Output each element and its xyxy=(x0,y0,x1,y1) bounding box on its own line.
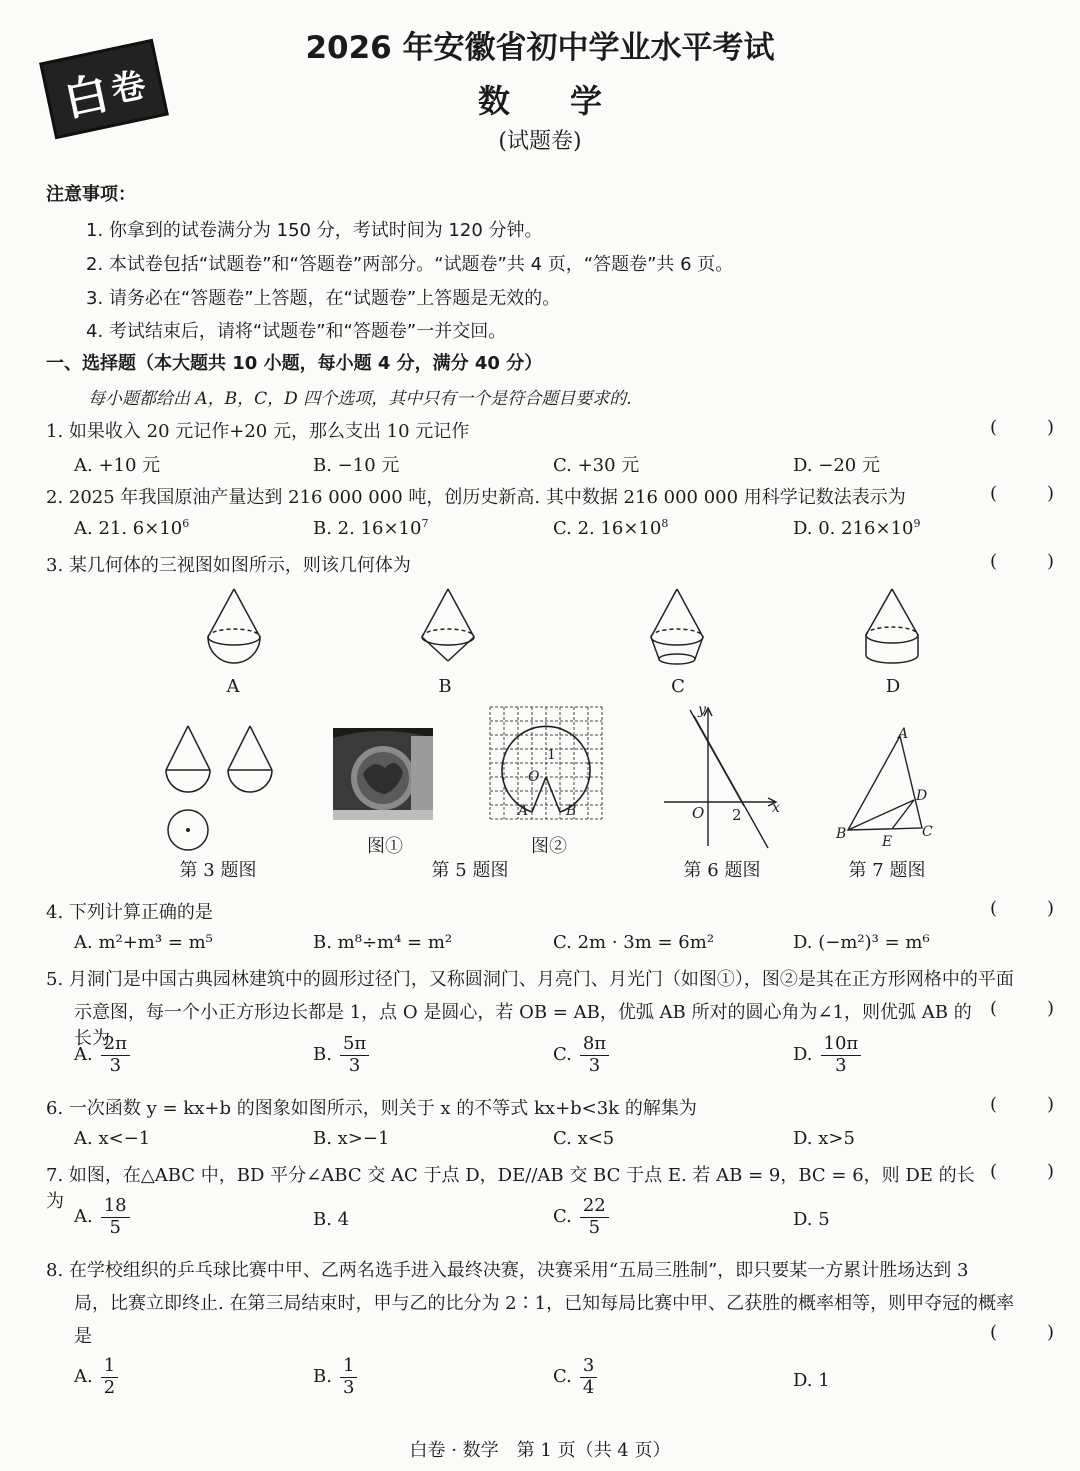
q7-option-a: A. $\frac{18}{5}$ xyxy=(74,1196,130,1238)
q6-option-b: B. x>−1 xyxy=(313,1128,390,1149)
svg-text:2: 2 xyxy=(732,806,742,824)
q3-solid-c xyxy=(643,585,713,675)
q3-figure-caption: 第 3 题图 xyxy=(179,860,257,881)
note-item: 2. 本试卷包括“试题卷”和“答题卷”两部分。“试题卷”共 4 页，“答题卷”共 6 页。 xyxy=(86,254,734,275)
q1-option-d: D. −20 元 xyxy=(793,455,880,476)
q8-stem-line2: 局，比赛立即终止. 在第三局结束时，甲与乙的比分为 2∶1，已知每局比赛中甲、乙获胜的概率相等，则甲夺冠的概率 xyxy=(74,1293,1015,1314)
page-footer: 白卷 · 数学 第 1 页（共 4 页） xyxy=(409,1440,671,1461)
q3-label-d: D xyxy=(885,676,901,697)
q5-stem-line1: 5. 月洞门是中国古典园林建筑中的圆形过径门，又称圆洞门、月亮门、月光门（如图①），图②是其在正方形网格中的平面 xyxy=(46,969,1014,990)
q7-figure-caption: 第 7 题图 xyxy=(848,860,926,881)
q3-label-b: B xyxy=(438,676,452,697)
q6-figure-caption: 第 6 题图 xyxy=(683,860,761,881)
svg-text:x: x xyxy=(772,800,780,816)
notes-title: 注意事项： xyxy=(46,184,136,205)
q4-option-d: D. (−m²)³ = m⁶ xyxy=(793,932,930,953)
q5-option-c: C. $\frac{8\pi}{3}$ xyxy=(553,1034,609,1076)
q3-stem: 3. 某几何体的三视图如图所示，则该几何体为 xyxy=(46,555,411,576)
q2-option-d: D. 0. $216\times 10^9$ xyxy=(793,517,921,539)
moon-gate-photo xyxy=(333,728,433,820)
svg-text:C: C xyxy=(922,824,933,840)
q4-option-a: A. m²+m³ = m⁵ xyxy=(74,932,213,953)
q6-option-d: D. x>5 xyxy=(793,1128,855,1149)
svg-text:O: O xyxy=(692,804,705,822)
q4-option-c: C. 2m · 3m = 6m² xyxy=(553,932,715,953)
svg-text:A: A xyxy=(898,726,909,742)
q5-option-a: A. $\frac{2\pi}{3}$ xyxy=(74,1034,130,1076)
note-item: 1. 你拿到的试卷满分为 150 分，考试时间为 120 分钟。 xyxy=(86,220,543,241)
note-item: 4. 考试结束后，请将“试题卷”和“答题卷”一并交回。 xyxy=(86,321,507,342)
q3-solid-d xyxy=(858,585,928,675)
section-desc: 每小题都给出 A，B，C，D 四个选项，其中只有一个是符合题目要求的. xyxy=(88,389,632,409)
svg-text:B: B xyxy=(566,803,577,819)
q8-stem-line1: 8. 在学校组织的乒乓球比赛中甲、乙两名选手进入最终决赛，决赛采用“五局三胜制”，即只要某一方累计胜场达到 3 xyxy=(46,1260,969,1281)
q1-option-a: A. +10 元 xyxy=(74,455,161,476)
booklet-label: (试题卷) xyxy=(498,129,582,154)
q2-option-a: A. 21. $6\times 10^6$ xyxy=(74,517,190,539)
q7-stem: 7. 如图，在△ABC 中，BD 平分∠ABC 交 AC 于点 D，DE//AB 交 BC 于点 E. 若 AB = 9，BC = 6，则 DE 的长为 xyxy=(46,1165,975,1212)
q2-stem: 2. 2025 年我国原油产量达到 216 000 000 吨，创历史新高. 其中数据 216 000 000 用科学记数法表示为 xyxy=(46,487,906,508)
q6-option-a: A. x<−1 xyxy=(74,1128,151,1149)
q4-stem: 4. 下列计算正确的是 xyxy=(46,902,213,923)
answer-paren: ( ) xyxy=(990,483,1054,504)
q8-stem-line3: 是 xyxy=(74,1326,92,1347)
answer-paren: ( ) xyxy=(990,898,1054,919)
q2-option-b: B. 2. $16\times 10^7$ xyxy=(313,517,429,539)
section-title: 一、选择题（本大题共 10 小题，每小题 4 分，满分 40 分） xyxy=(46,353,543,374)
exam-title: 2026 年安徽省初中学业水平考试 xyxy=(305,30,775,66)
q8-option-d: D. 1 xyxy=(793,1370,830,1391)
answer-paren: ( ) xyxy=(990,998,1054,1019)
note-item: 3. 请务必在“答题卷”上答题，在“试题卷”上答题是无效的。 xyxy=(86,288,561,309)
moon-gate-grid-diagram xyxy=(488,705,606,823)
q5-option-b: B. $\frac{5\pi}{3}$ xyxy=(313,1034,369,1076)
badge-text-2: 卷 xyxy=(107,64,149,111)
q3-solid-b xyxy=(414,585,484,675)
q1-option-b: B. −10 元 xyxy=(313,455,400,476)
q6-linear-graph xyxy=(660,700,785,850)
q3-three-view-figure xyxy=(160,720,280,860)
answer-paren: ( ) xyxy=(990,1094,1054,1115)
badge-text-1: 白 xyxy=(59,67,114,127)
svg-text:B: B xyxy=(836,826,847,842)
q5-figure-caption: 第 5 题图 xyxy=(431,860,509,881)
q5-fig2-caption: 图② xyxy=(531,836,567,857)
svg-text:O: O xyxy=(528,769,540,785)
q7-option-c: C. $\frac{22}{5}$ xyxy=(553,1196,609,1238)
q8-option-b: B. $\frac{1}{3}$ xyxy=(313,1356,357,1398)
q8-option-c: C. $\frac{3}{4}$ xyxy=(553,1356,597,1398)
answer-paren: ( ) xyxy=(990,417,1054,438)
subject-title: 数学 xyxy=(477,82,662,120)
q5-stem-line2: 示意图，每一个小正方形边长都是 1，点 O 是圆心，若 OB = AB，优弧 AB 所对的圆心角为∠1，则优弧 AB 的长为 xyxy=(74,1002,972,1049)
q7-option-b: B. 4 xyxy=(313,1209,350,1230)
answer-paren: ( ) xyxy=(990,551,1054,572)
q7-triangle-figure xyxy=(834,722,944,852)
answer-paren: ( ) xyxy=(990,1322,1054,1343)
q8-option-a: A. $\frac{1}{2}$ xyxy=(74,1356,118,1398)
q6-option-c: C. x<5 xyxy=(553,1128,615,1149)
q2-option-c: C. 2. $16\times 10^8$ xyxy=(553,517,669,539)
svg-text:y: y xyxy=(698,702,706,718)
q1-stem: 1. 如果收入 20 元记作+20 元，那么支出 10 元记作 xyxy=(46,421,470,442)
svg-text:E: E xyxy=(882,834,893,850)
q7-option-d: D. 5 xyxy=(793,1209,830,1230)
q3-solid-a xyxy=(200,585,270,675)
answer-paren: ( ) xyxy=(990,1161,1054,1182)
q4-option-b: B. m⁸÷m⁴ = m² xyxy=(313,932,453,953)
q1-option-c: C. +30 元 xyxy=(553,455,640,476)
q3-label-c: C xyxy=(671,676,685,697)
q3-label-a: A xyxy=(226,676,240,697)
svg-text:D: D xyxy=(916,788,928,804)
q5-option-d: D. $\frac{10\pi}{3}$ xyxy=(793,1034,861,1076)
q5-fig1-caption: 图① xyxy=(367,836,403,857)
q6-stem: 6. 一次函数 y = kx+b 的图象如图所示，则关于 x 的不等式 kx+b<3k 的解集为 xyxy=(46,1098,697,1119)
svg-text:1: 1 xyxy=(547,747,556,763)
svg-text:A: A xyxy=(518,803,529,819)
